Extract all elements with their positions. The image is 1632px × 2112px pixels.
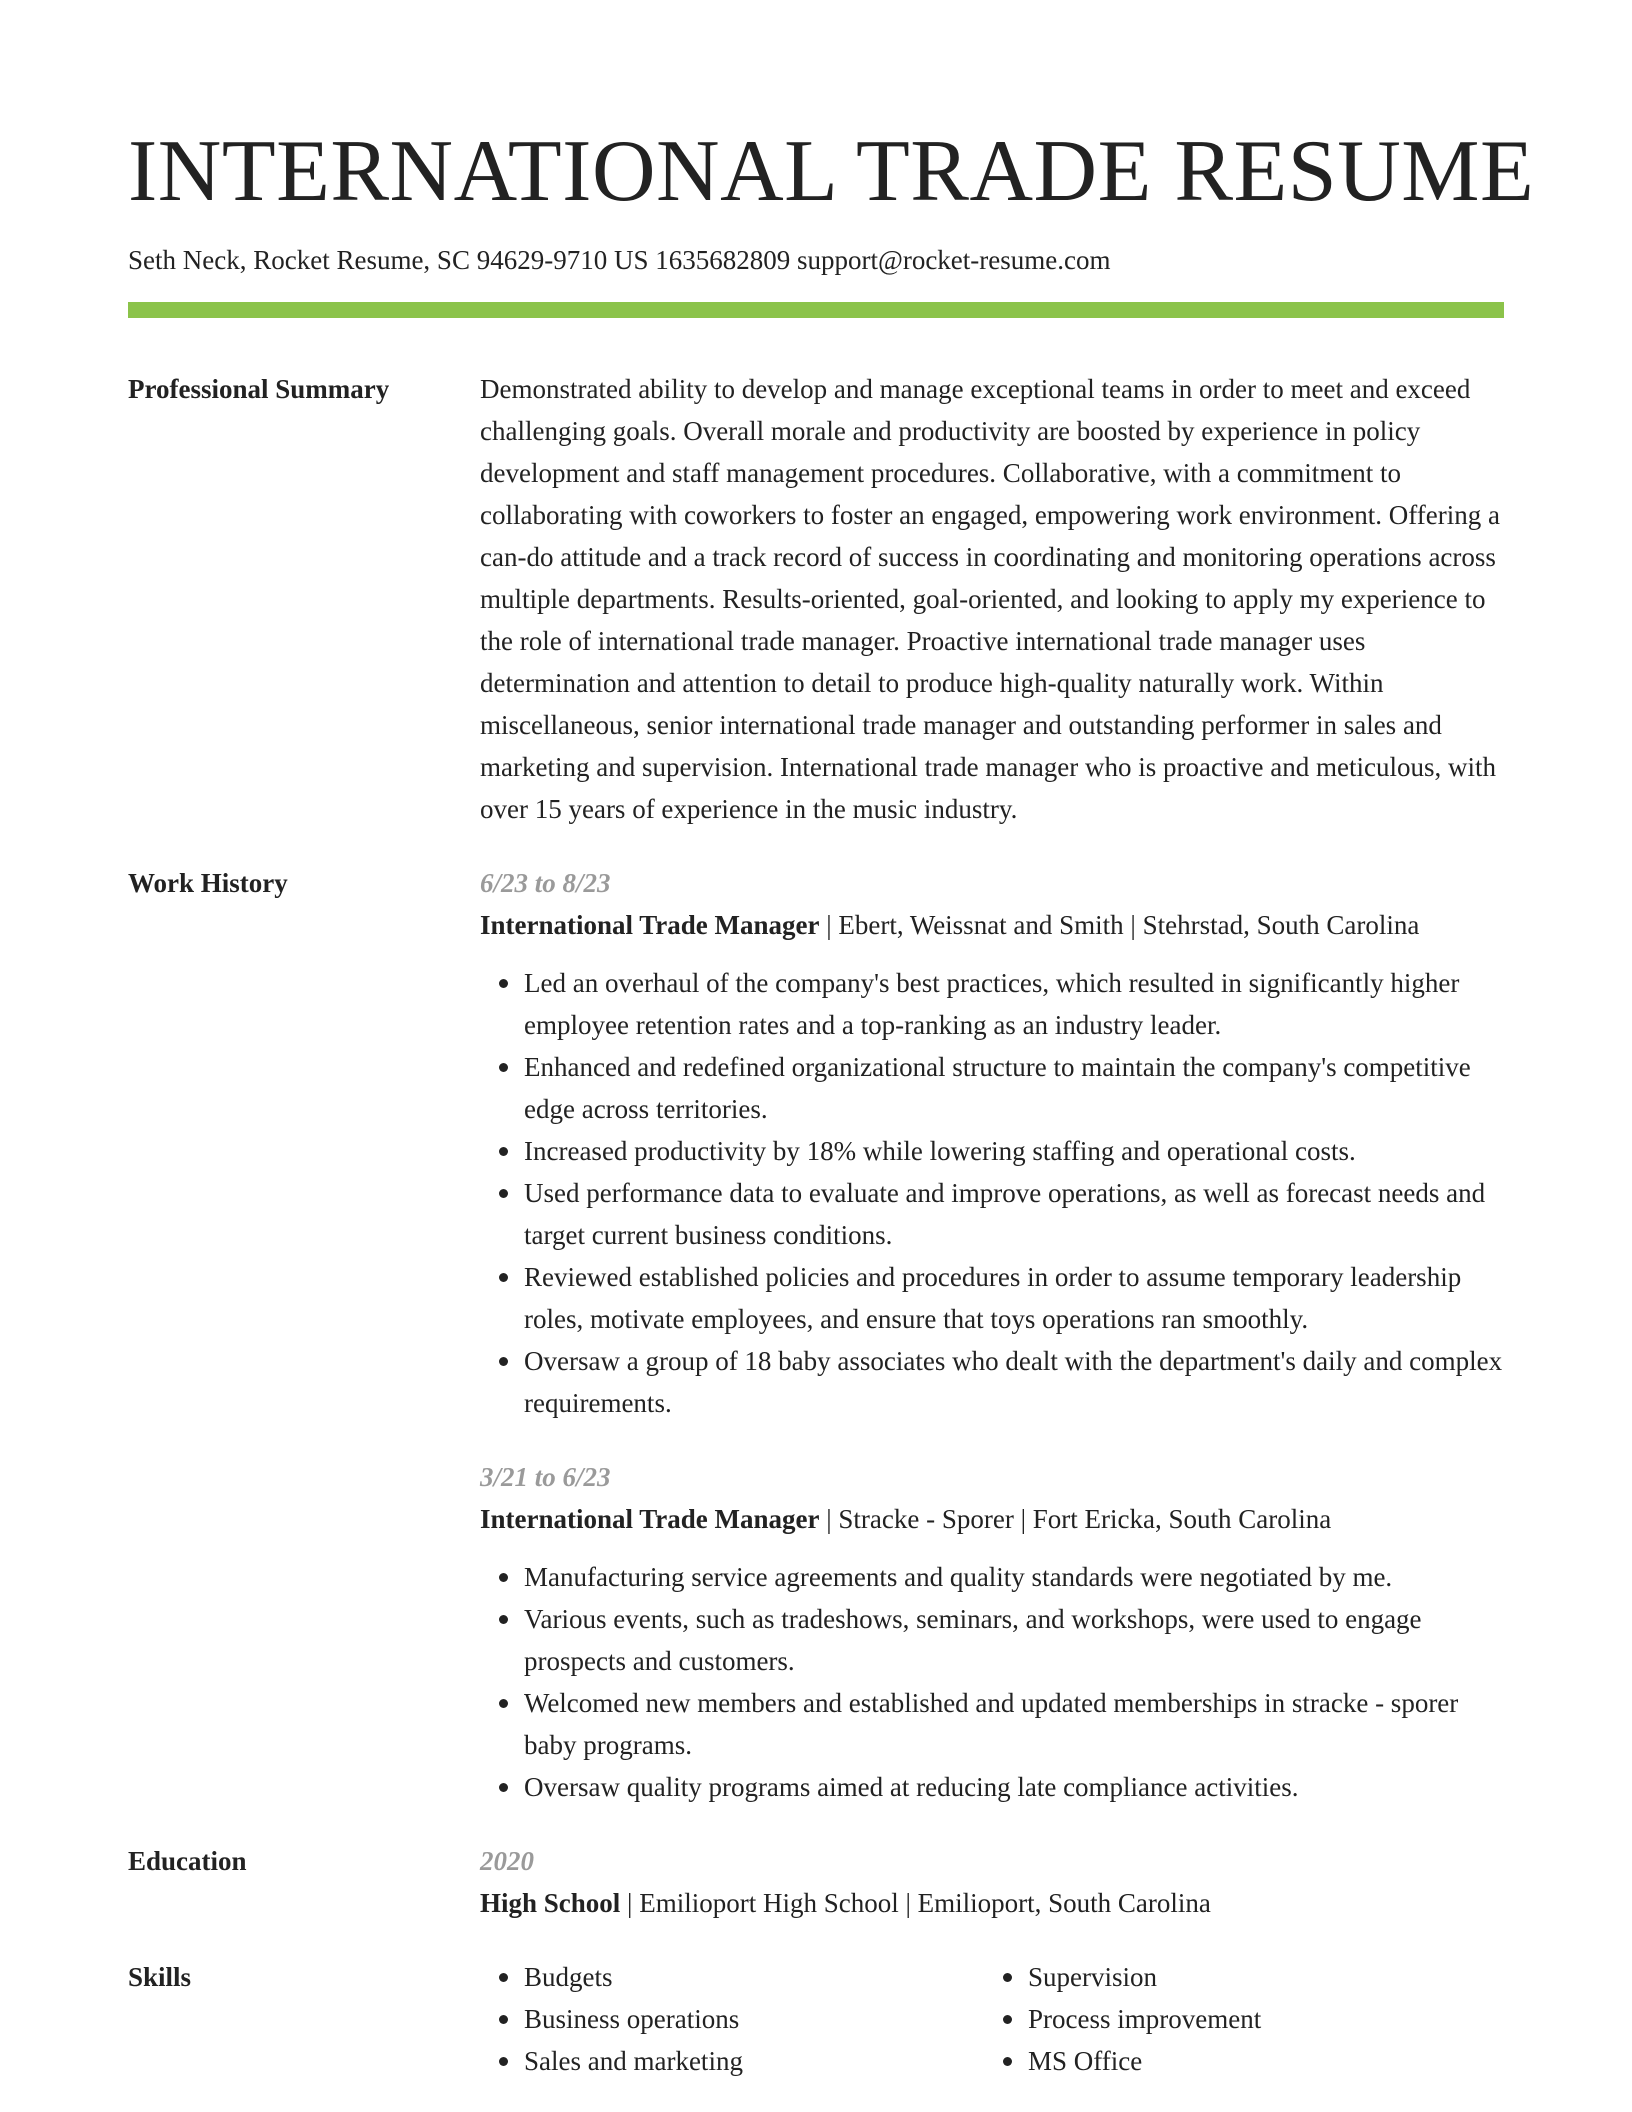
list-item: Supervision: [1028, 1956, 1488, 1998]
job-role: International Trade Manager: [480, 1504, 820, 1534]
header-divider: [128, 302, 1504, 318]
summary-text: Demonstrated ability to develop and manage exceptional teams in order to meet and exceed challenging goals. Overall morale and productivity are boosted by experience in policy development and staff management procedures. Collaborative, with a commitment to collaborating with coworkers to foster an engaged, empowering work environment. Offering a can-do attitude and a track record of success in coordinating and monitoring operations across multiple departments. Results-oriented, goal-oriented, and looking to apply my experience to the role of international trade manager. Proactive international trade manager uses determination and attention to detail to produce high-quality naturally work. Within miscellaneous, senior international trade manager and outstanding performer in sales and marketing and supervision. International trade manager who is proactive and meticulous, with over 15 years of experience in the music industry.: [480, 374, 1500, 824]
skills-list-left: [480, 1956, 984, 2082]
job-title-line: [480, 904, 1504, 946]
job-bullets: [480, 962, 1504, 1424]
list-item: Welcomed new members and established and updated memberships in stracke - sporer baby programs.: [524, 1682, 1504, 1766]
education-year: 2020: [480, 1846, 534, 1876]
work-history-label: Work History: [128, 868, 288, 898]
list-item: Oversaw a group of 18 baby associates who dealt with the department's daily and complex requirements.: [524, 1340, 1504, 1424]
list-item: Enhanced and redefined organizational structure to maintain the company's competitive edge across territories.: [524, 1046, 1504, 1130]
skills-label: Skills: [128, 1962, 192, 1992]
list-item: Increased productivity by 18% while lowering staffing and operational costs.: [524, 1130, 1504, 1172]
education-label: Education: [128, 1846, 247, 1876]
list-item: Reviewed established policies and procedures in order to assume temporary leadership roles, motivate employees, and ensure that toys operations ran smoothly.: [524, 1256, 1504, 1340]
list-item: Business operations: [524, 1998, 984, 2040]
job-title-line: [480, 1498, 1504, 1540]
skills-section: [128, 1956, 1504, 2082]
list-item: Oversaw quality programs aimed at reducing late compliance activities.: [524, 1766, 1504, 1808]
job-details: | Ebert, Weissnat and Smith | Stehrstad, South Carolina: [819, 910, 1420, 940]
summary-section: [128, 368, 1504, 830]
skills-columns: [480, 1956, 1504, 2082]
list-item: Sales and marketing: [524, 2040, 984, 2082]
job-entry: [480, 862, 1504, 1424]
page-title: INTERNATIONAL TRADE RESUME: [128, 123, 1535, 220]
list-item: MS Office: [1028, 2040, 1488, 2082]
job-details: | Stracke - Sporer | Fort Ericka, South Carolina: [819, 1504, 1332, 1534]
education-line: [480, 1882, 1504, 1924]
summary-body: [480, 368, 1504, 830]
resume-page: [128, 0, 1535, 2082]
job-dates: 3/21 to 6/23: [480, 1462, 611, 1492]
list-item: Led an overhaul of the company's best practices, which resulted in significantly higher employee retention rates and a top-ranking as an industry leader.: [524, 962, 1504, 1046]
work-history-body: [480, 862, 1504, 1808]
job-role: International Trade Manager: [480, 910, 820, 940]
list-item: Process improvement: [1028, 1998, 1488, 2040]
list-item: Manufacturing service agreements and quality standards were negotiated by me.: [524, 1556, 1504, 1598]
education-details: | Emilioport High School | Emilioport, South Carolina: [620, 1888, 1211, 1918]
list-item: Used performance data to evaluate and improve operations, as well as forecast needs and target current business conditions.: [524, 1172, 1504, 1256]
work-history-section: [128, 862, 1504, 1808]
skills-list-right: [984, 1956, 1488, 2082]
list-item: Various events, such as tradeshows, seminars, and workshops, were used to engage prospects and customers.: [524, 1598, 1504, 1682]
education-degree: High School: [480, 1888, 621, 1918]
skills-column-left: [480, 1956, 984, 2082]
summary-label: Professional Summary: [128, 374, 390, 404]
job-bullets: [480, 1556, 1504, 1808]
skills-body: [480, 1956, 1504, 2082]
job-dates: 6/23 to 8/23: [480, 868, 611, 898]
contact-line: Seth Neck, Rocket Resume, SC 94629-9710 US 1635682809 support@rocket-resume.com: [128, 245, 1111, 275]
skills-column-right: [984, 1956, 1488, 2082]
job-entry: [480, 1456, 1504, 1808]
list-item: Budgets: [524, 1956, 984, 1998]
education-body: [480, 1840, 1504, 1924]
education-section: [128, 1840, 1504, 1924]
